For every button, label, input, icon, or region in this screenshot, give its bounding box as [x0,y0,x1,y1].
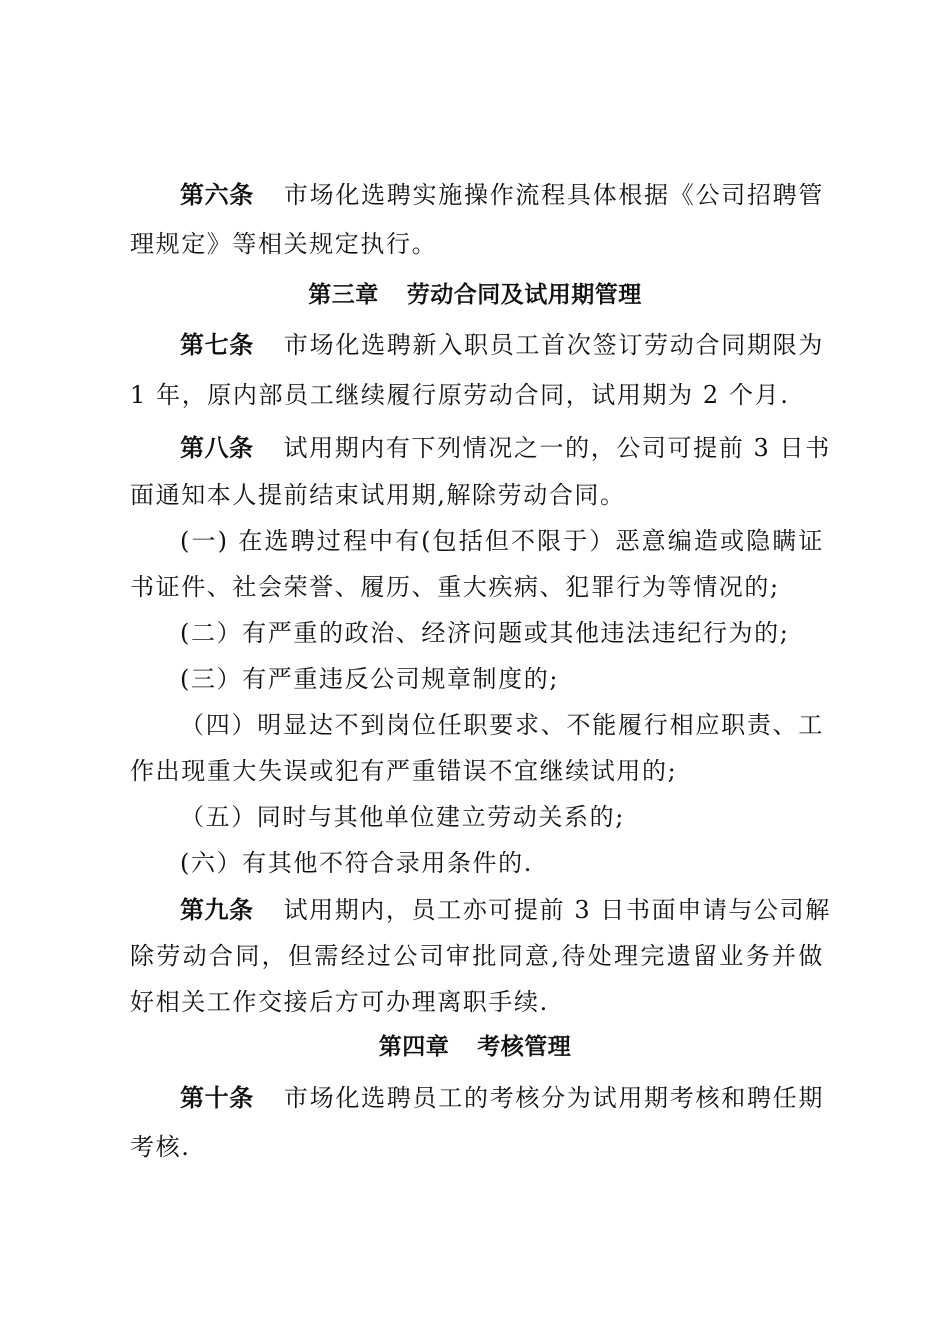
article-8-item-4-line-1: （四）明显达不到岗位任职要求、不能履行相应职责、工 [180,711,824,739]
article-8-item-2: (二）有严重的政治、经济问题或其他违法违纪行为的; [180,619,790,647]
article-9-text-1: 试用期内，员工亦可提前 3 日书面申请与公司解 [283,896,831,924]
article-6-text-1: 市场化选聘实施操作流程具体根据《公司招聘管 [283,181,825,209]
article-8-line-2: 面通知本人提前结束试用期,解除劳动合同。 [130,481,626,509]
article-8-item-1-line-1: (一) 在选聘过程中有(包括但不限于）恶意编造或隐瞒证 [180,527,824,555]
article-10-text-1: 市场化选聘员工的考核分为试用期考核和聘任期 [283,1084,825,1112]
article-8-item-3: (三）有严重违反公司规章制度的; [180,665,560,693]
article-8-item-4-line-2: 作出现重大失误或犯有严重错误不宜继续试用的; [130,757,678,785]
article-8-item-6: (六）有其他不符合录用条件的. [180,849,533,877]
article-6-line-1 [180,180,824,210]
article-8-line-1 [180,433,831,463]
article-9-line-1 [180,895,831,925]
article-8-item-1-line-2: 书证件、社会荣誉、履历、重大疾病、犯罪行为等情况的; [130,573,780,601]
article-7-line-1 [180,330,824,360]
article-9-label: 第九条 [180,896,254,924]
article-10-line-1 [180,1083,824,1113]
article-10-line-2: 考核. [130,1133,191,1161]
chapter-3-heading [0,280,950,310]
article-7-text-1: 市场化选聘新入职员工首次签订劳动合同期限为 [283,331,825,359]
article-7-label: 第七条 [180,331,254,359]
article-6-label: 第六条 [180,181,254,209]
article-7-line-2: 1 年，原内部员工继续履行原劳动合同，试用期为 2 个月. [130,381,790,409]
article-8-text-1: 试用期内有下列情况之一的，公司可提前 3 日书 [283,434,831,462]
article-9-line-3: 好相关工作交接后方可办理离职手续. [130,988,549,1016]
chapter-3-title: 劳动合同及试用期管理 [406,282,642,308]
chapter-3-number: 第三章 [308,282,379,308]
chapter-4-title: 考核管理 [477,1034,572,1060]
article-10-label: 第十条 [180,1084,254,1112]
chapter-4-heading [0,1032,950,1062]
article-8-item-5: （五）同时与其他单位建立劳动关系的; [180,803,625,831]
article-6-line-2: 理规定》等相关规定执行。 [130,230,438,258]
chapter-4-number: 第四章 [378,1034,450,1060]
article-8-label: 第八条 [180,434,254,462]
article-9-line-2: 除劳动合同，但需经过公司审批同意,待处理完遗留业务并做 [130,942,824,970]
